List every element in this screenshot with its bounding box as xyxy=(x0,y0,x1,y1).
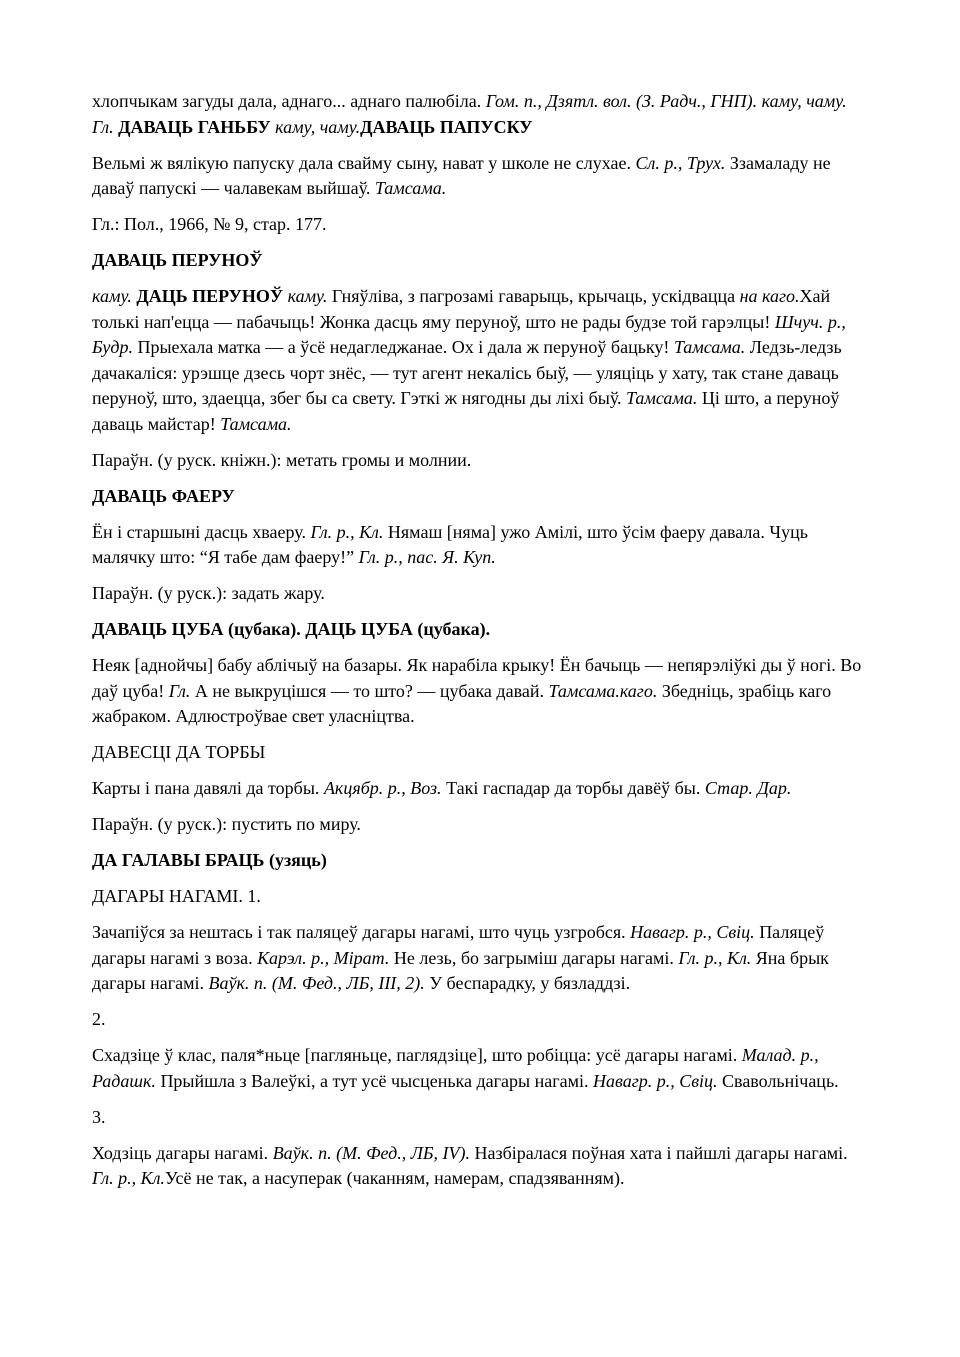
text-run: ДАГАРЫ НАГАМІ. 1. xyxy=(92,886,261,906)
paragraph xyxy=(92,1007,868,1033)
text-run: Параўн. (у руск.): задать жару. xyxy=(92,583,325,603)
text-run: Вельмі ж вялікую папуску дала свайму сыну, нават у школе не слухае. xyxy=(92,152,636,173)
source-reference: Навагр. р., Свіц. xyxy=(630,922,755,942)
paragraph xyxy=(92,1043,868,1094)
source-reference: Сл. р., Трух. xyxy=(635,152,726,173)
paragraph xyxy=(92,776,868,802)
text-run: Прыйшла з Валеўкі, а тут усё чысценька дагары нагамі. xyxy=(155,1070,593,1091)
text-run: Прыехала матка — а ўсё недагледжанае. Ох і дала ж перуноў бацьку! xyxy=(132,337,674,357)
text-run: Схадзіце ў клас, паля*ньце [пагляньце, паглядзіце], што робіцца: усё дагары нагамі. xyxy=(92,1045,742,1065)
source-reference: Шчуч. р., Будр. xyxy=(92,311,846,357)
source-reference: Стар. Дар. xyxy=(704,778,792,798)
source-reference: Гом. п., Дзятл. вол. (З. Радч., ГНП). каму, чаму. Гл. xyxy=(92,91,847,137)
paragraph xyxy=(92,581,868,607)
source-reference: Гл. р., Кл. xyxy=(310,521,384,542)
paragraph xyxy=(92,520,868,571)
paragraph xyxy=(92,884,868,910)
paragraph xyxy=(92,284,868,437)
text-run: Свавольнічаць. xyxy=(717,1070,839,1091)
text-run: Збедніць, зрабіць каго жабраком. Адлюстроўвае свет уласніцтва. xyxy=(92,680,832,726)
text-run: Усё не так, а насуперак (чаканням, намерам, спадзяванням). xyxy=(164,1168,625,1188)
text-run: ДАВАЦЬ ЦУБА (цубака). ДАЦЬ ЦУБА (цубака). xyxy=(92,619,491,639)
text-run: ДАВАЦЬ ПЕРУНОЎ xyxy=(92,250,263,270)
text-run: ДАВЕСЦІ ДА ТОРБЫ xyxy=(92,742,266,762)
text-run: Ходзіць дагары нагамі. xyxy=(92,1142,273,1163)
source-reference: Гл. xyxy=(168,680,191,701)
text-run: Паляцеў дагары нагамі з воза. xyxy=(92,922,825,968)
source-reference: Малад. р., Радашк. xyxy=(92,1045,819,1091)
source-reference: Гл. р., Кл. xyxy=(92,1168,165,1188)
paragraph xyxy=(92,812,868,838)
text-run: 2. xyxy=(92,1009,106,1029)
text-run: Гл.: Пол., 1966, № 9, стар. 177. xyxy=(92,214,327,234)
text-run: Гняўліва, з пагрозамі гаварыць, крычаць, ускідвацца xyxy=(327,286,740,306)
text-run: Ледзь-ледзь дачакаліся: урэшце дзесь чорт знёс, — тут агент некалісь быў, — уляціць у хату, так стане даваць перуноў, што, здаецца, збег бы са свету. Гэткі ж нягодны ды ліхі быў. xyxy=(92,337,842,408)
paragraph xyxy=(92,740,868,766)
text-run: У беспарадку, у бязладдзі. xyxy=(424,973,631,993)
paragraph xyxy=(92,1105,868,1131)
text-run: Ці што, а перуноў даваць майстар! xyxy=(92,388,840,434)
paragraph xyxy=(92,212,868,238)
entry-heading xyxy=(92,617,868,643)
text-run: ДА ГАЛАВЫ БРАЦЬ (узяць) xyxy=(92,850,327,870)
text-run: Хай толькі нап'ецца — пабачыць! Жонка дасць яму перуноў, што не рады будзе той гарэлцы! xyxy=(92,286,831,332)
text-run: 3. xyxy=(92,1106,106,1127)
source-reference: Тамсама.каго. xyxy=(548,680,658,701)
source-reference: Карэл. р., Мірат. xyxy=(257,947,390,968)
phrase-heading: ДАЦЬ ПЕРУНОЎ xyxy=(136,286,284,306)
text-run: Зачапіўся за нештась і так паляцеў дагары нагамі, што чуць узгробся. xyxy=(92,922,631,942)
text-run: Не лезь, бо загрыміш дагары нагамі. xyxy=(389,947,679,968)
entry-heading xyxy=(92,248,868,274)
source-reference: Акцябр. р., Воз. xyxy=(323,778,442,798)
source-reference: Тамсама. xyxy=(220,413,292,434)
paragraph xyxy=(92,653,868,730)
text-run: ДАВАЦЬ ФАЕРУ xyxy=(92,485,235,506)
source-reference: каму. xyxy=(92,286,132,306)
text-run: А не выкруцішся — то што? — цубака давай. xyxy=(190,680,549,701)
phrase-heading: ДАВАЦЬ ПАПУСКУ xyxy=(360,116,533,137)
text-run: хлопчыкам загуды дала, аднаго... аднаго палюбіла. xyxy=(92,91,486,111)
source-reference: Ваўк. п. (М. Фед., ЛБ, III, 2). xyxy=(208,973,425,993)
source-reference: Навагр. р., Свіц. xyxy=(593,1070,718,1091)
source-reference: Тамсама. xyxy=(374,178,447,198)
text-run: Яна брык дагары нагамі. xyxy=(92,947,829,993)
text-run: Карты і пана давялі да торбы. xyxy=(92,778,324,798)
text-run: Ззамаладу не даваў папускі — чалавекам выйшаў. xyxy=(92,152,831,198)
source-reference: каму, чаму. xyxy=(275,116,361,137)
text-run: Параўн. (у руск.): пустить по миру. xyxy=(92,814,361,834)
text-run: Параўн. (у руск. кніжн.): метать громы и молнии. xyxy=(92,449,472,470)
paragraph xyxy=(92,448,868,474)
entry-heading xyxy=(92,848,868,874)
source-reference: Тамсама. xyxy=(673,337,746,357)
source-reference: каму. xyxy=(287,286,328,306)
text-run: Ён і старшыні дасць хваеру. xyxy=(92,521,311,542)
paragraph xyxy=(92,151,868,202)
source-reference: Тамсама. xyxy=(626,388,698,408)
entry-heading xyxy=(92,484,868,510)
phrase-heading: ДАВАЦЬ ГАНЬБУ xyxy=(118,116,271,137)
text-run: Такі гаспадар да торбы давёў бы. xyxy=(441,778,705,798)
paragraph xyxy=(92,920,868,997)
text-run: Неяк [аднойчы] бабу аблічыў на базары. Як нарабіла крыку! Ён бачыць — непярэліўкі ды ў ногі. Во даў цуба! xyxy=(92,655,862,701)
source-reference: Гл. р., пас. Я. Куп. xyxy=(358,547,496,567)
paragraph xyxy=(92,1141,868,1192)
source-reference: на каго. xyxy=(739,286,800,306)
source-reference: Ваўк. п. (М. Фед., ЛБ, IV). xyxy=(272,1142,470,1163)
text-run: Нямаш [няма] ужо Амілі, што ўсім фаеру давала. Чуць малячку што: “Я табе дам фаеру!” xyxy=(92,521,808,567)
text-run: Назбіралася поўная хата і пайшлі дагары нагамі. xyxy=(470,1142,848,1163)
paragraph xyxy=(92,89,868,140)
source-reference: Гл. р., Кл. xyxy=(678,947,752,968)
